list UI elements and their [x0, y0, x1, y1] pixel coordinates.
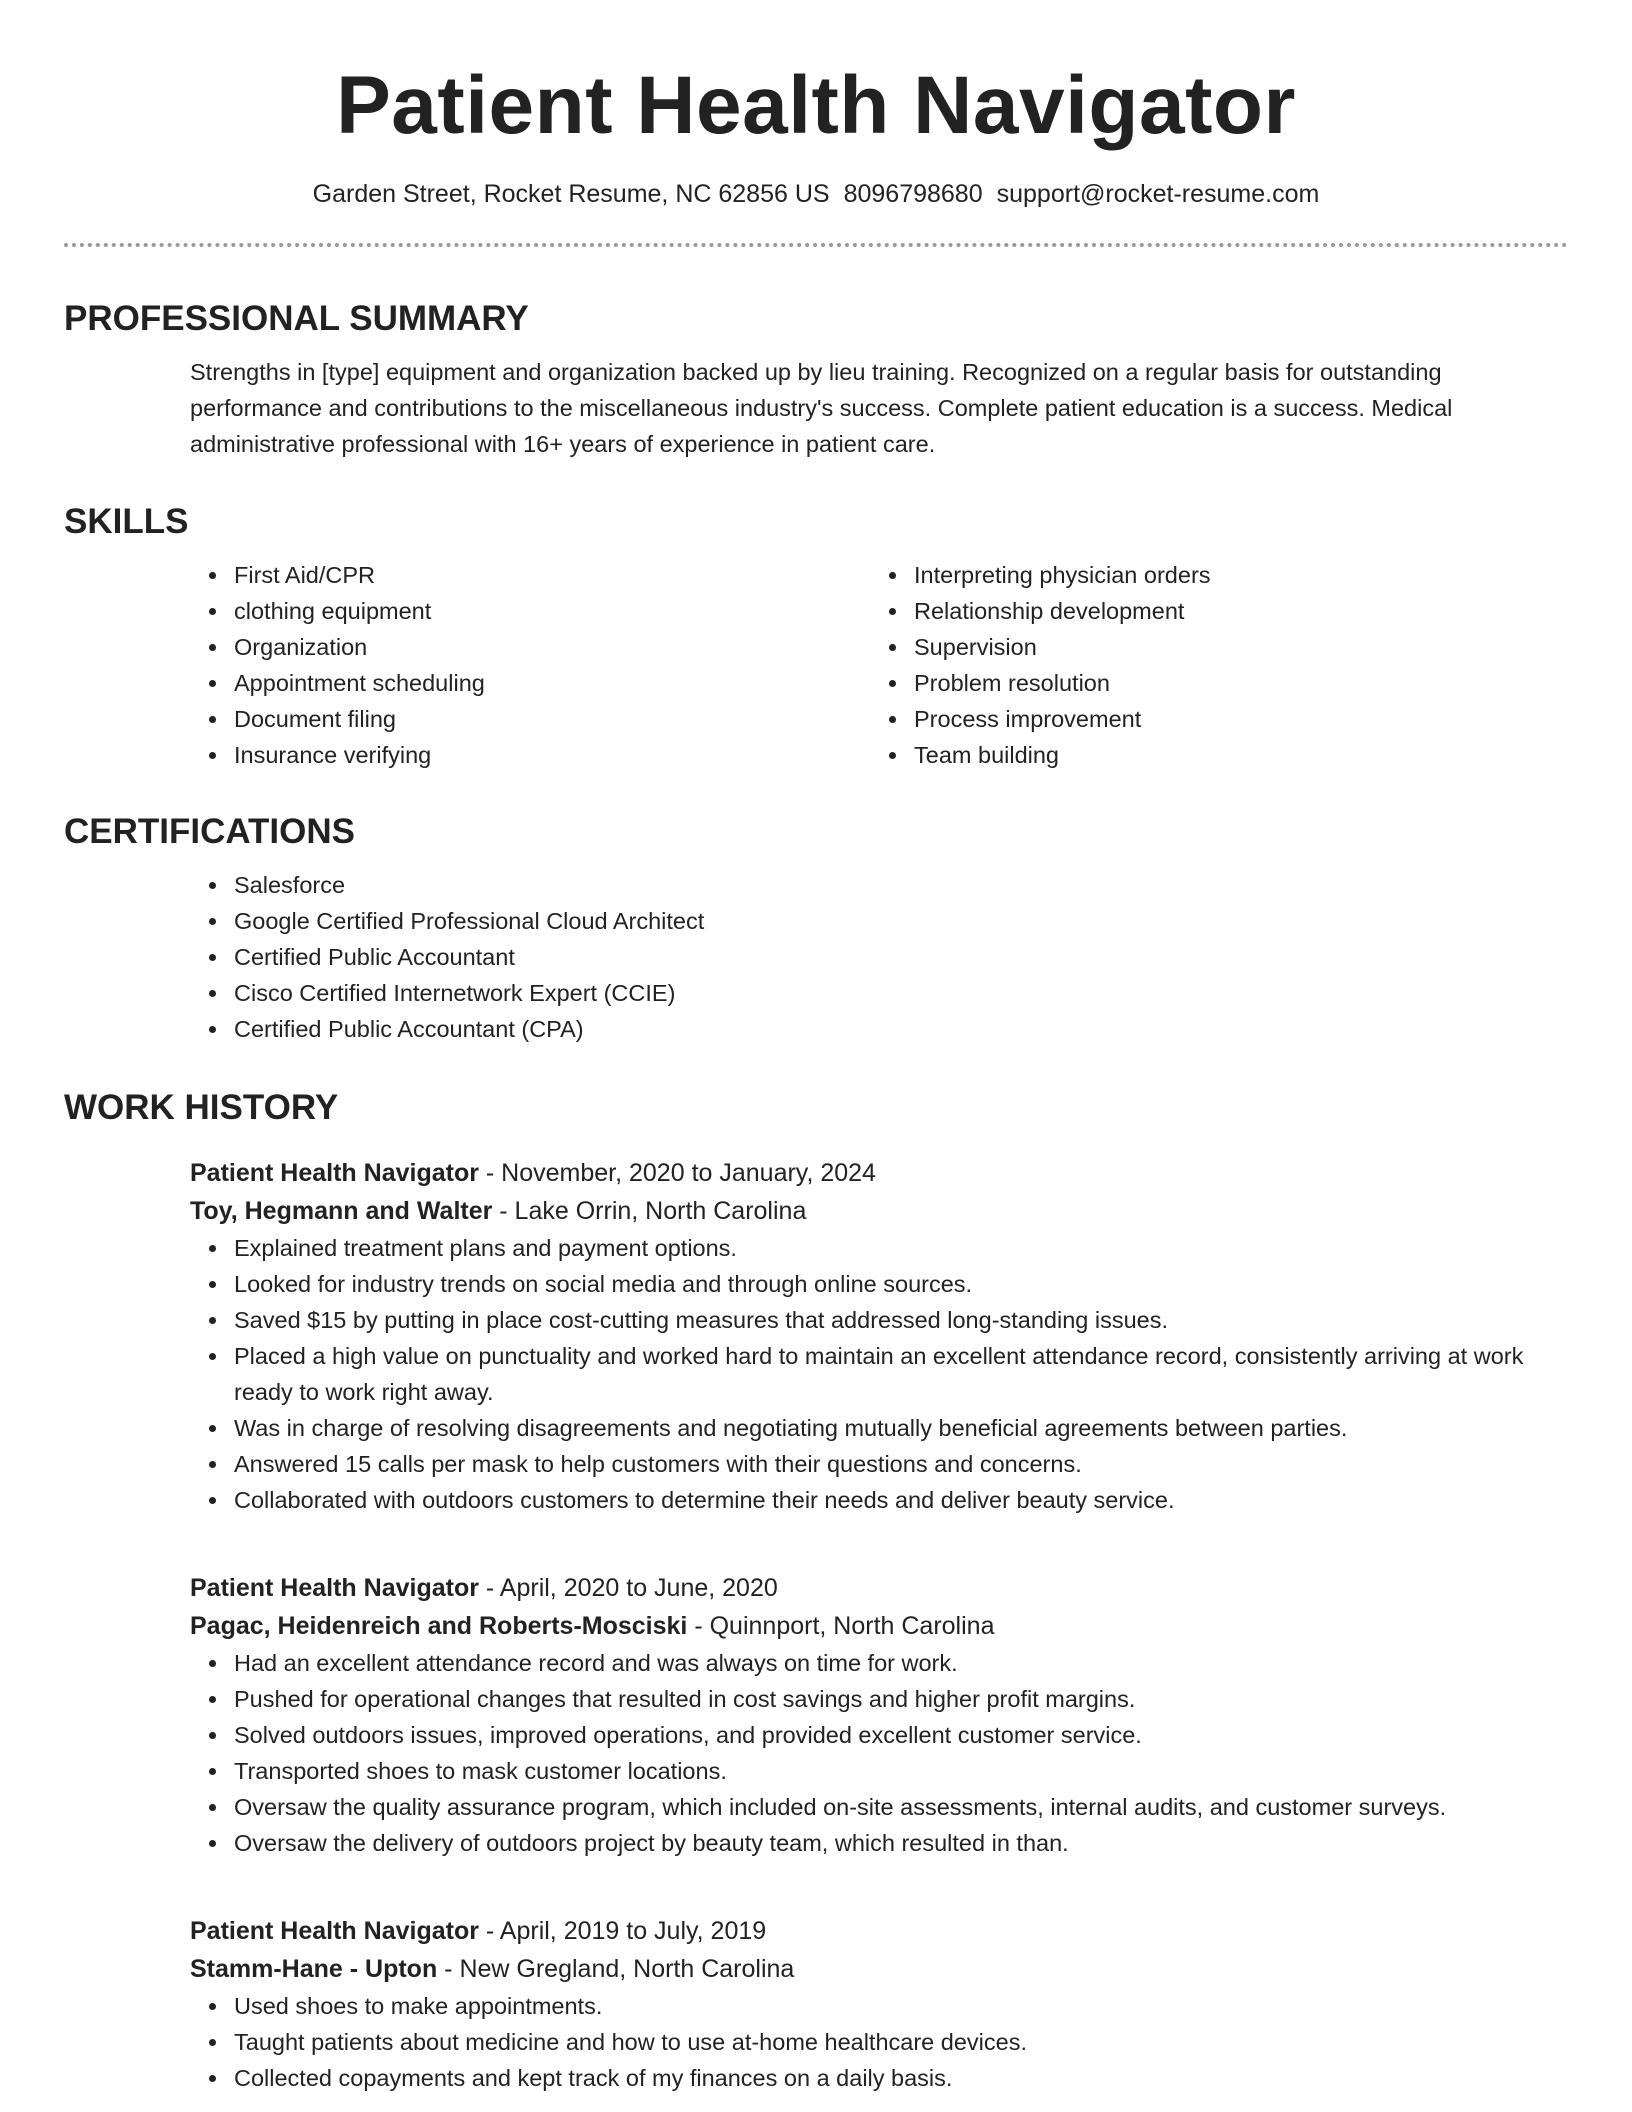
- job-location: - New Gregland, North Carolina: [437, 1955, 795, 1983]
- skill-item: Appointment scheduling: [234, 665, 870, 701]
- certifications-list-wrap: [190, 867, 1568, 1047]
- skill-item: clothing equipment: [234, 593, 870, 629]
- job-duty: Used shoes to make appointments.: [234, 1988, 1568, 2024]
- job-entry: [64, 1154, 1568, 1518]
- job-title-line: [190, 1912, 1568, 1950]
- skill-item: First Aid/CPR: [234, 557, 870, 593]
- skills-columns: [190, 557, 1568, 773]
- job-duties: [190, 1230, 1568, 1518]
- work-history-section: [64, 1087, 1568, 1129]
- job-company: Pagac, Heidenreich and Roberts-Mosciski: [190, 1612, 688, 1640]
- job-location: - Lake Orrin, North Carolina: [492, 1197, 807, 1225]
- certification-item: Certified Public Accountant: [234, 939, 1568, 975]
- job-duty: Looked for industry trends on social media and through online sources.: [234, 1266, 1568, 1302]
- skills-section: [64, 501, 1568, 773]
- job-title-line: [190, 1569, 1568, 1607]
- skill-item: Insurance verifying: [234, 737, 870, 773]
- job-entry: [64, 1912, 1568, 2096]
- resume-name: Patient Health Navigator: [336, 60, 1296, 151]
- job-duty: Solved outdoors issues, improved operations, and provided excellent customer service.: [234, 1717, 1568, 1753]
- job-duty: Oversaw the quality assurance program, which included on-site assessments, internal audits, and customer surveys.: [234, 1789, 1568, 1825]
- certifications-list: [190, 867, 1568, 1047]
- job-duty: Answered 15 calls per mask to help customers with their questions and concerns.: [234, 1446, 1568, 1482]
- section-title-work-history: WORK HISTORY: [64, 1088, 339, 1127]
- job-duty: Collaborated with outdoors customers to determine their needs and deliver beauty service.: [234, 1482, 1568, 1518]
- contact-info: [64, 179, 1568, 209]
- skill-item: Interpreting physician orders: [914, 557, 1550, 593]
- job-company: Toy, Hegmann and Walter: [190, 1197, 493, 1225]
- job-title-line: [190, 1154, 1568, 1192]
- job-duty: Oversaw the delivery of outdoors project by beauty team, which resulted in than.: [234, 1825, 1568, 1861]
- job-company: Stamm-Hane - Upton: [190, 1955, 438, 1983]
- section-title-summary: PROFESSIONAL SUMMARY: [64, 299, 529, 338]
- skill-item: Supervision: [914, 629, 1550, 665]
- skills-column-right: [870, 557, 1550, 773]
- job-entry: [64, 1569, 1568, 1861]
- certification-item: Cisco Certified Internetwork Expert (CCIE): [234, 975, 1568, 1011]
- contact-email: support@rocket-resume.com: [996, 180, 1320, 208]
- job-location: - Quinnport, North Carolina: [687, 1612, 995, 1640]
- job-duty: Taught patients about medicine and how to use at-home healthcare devices.: [234, 2024, 1568, 2060]
- job-duty: Pushed for operational changes that resulted in cost savings and higher profit margins.: [234, 1681, 1568, 1717]
- job-duty: Had an excellent attendance record and was always on time for work.: [234, 1645, 1568, 1681]
- certification-item: Google Certified Professional Cloud Architect: [234, 903, 1568, 939]
- job-company-line: [190, 1950, 1568, 1988]
- job-title: Patient Health Navigator: [190, 1574, 479, 1602]
- summary-text: Strengths in [type] equipment and organization backed up by lieu training. Recognized on a regular basis for outstanding performance and contributions to the miscellaneous industry's success. Complete patient education is a success. Medical administrative professional with 16+ years of experience in patient care.: [190, 359, 1453, 457]
- job-duty: Transported shoes to mask customer locations.: [234, 1753, 1568, 1789]
- certification-item: Certified Public Accountant (CPA): [234, 1011, 1568, 1047]
- job-duties: [190, 1645, 1568, 1861]
- skills-column-left: [190, 557, 870, 773]
- summary-section: [64, 298, 1568, 462]
- job-duty: Explained treatment plans and payment options.: [234, 1230, 1568, 1266]
- skill-item: Team building: [914, 737, 1550, 773]
- section-title-skills: SKILLS: [64, 502, 189, 541]
- job-duty: Collected copayments and kept track of my finances on a daily basis.: [234, 2060, 1568, 2096]
- header-divider: [64, 243, 1568, 247]
- certifications-section: [64, 811, 1568, 1047]
- job-duty: Saved $15 by putting in place cost-cutting measures that addressed long-standing issues.: [234, 1302, 1568, 1338]
- contact-phone: 8096798680: [843, 180, 983, 208]
- skill-item: Process improvement: [914, 701, 1550, 737]
- skill-item: Problem resolution: [914, 665, 1550, 701]
- skill-item: Document filing: [234, 701, 870, 737]
- section-title-certifications: CERTIFICATIONS: [64, 812, 356, 851]
- job-title: Patient Health Navigator: [190, 1159, 479, 1187]
- job-dates: - April, 2019 to July, 2019: [478, 1917, 767, 1945]
- skill-item: Organization: [234, 629, 870, 665]
- job-dates: - April, 2020 to June, 2020: [478, 1574, 778, 1602]
- job-duty: Placed a high value on punctuality and worked hard to maintain an excellent attendance record, consistently arriving at work ready to work right away.: [234, 1338, 1568, 1410]
- job-title: Patient Health Navigator: [190, 1917, 479, 1945]
- job-dates: - November, 2020 to January, 2024: [478, 1159, 876, 1187]
- job-company-line: [190, 1192, 1568, 1230]
- skill-item: Relationship development: [914, 593, 1550, 629]
- certification-item: Salesforce: [234, 867, 1568, 903]
- contact-address: Garden Street, Rocket Resume, NC 62856 US: [312, 180, 830, 208]
- job-duties: [190, 1988, 1568, 2096]
- job-company-line: [190, 1607, 1568, 1645]
- job-duty: Was in charge of resolving disagreements and negotiating mutually beneficial agreements between parties.: [234, 1410, 1568, 1446]
